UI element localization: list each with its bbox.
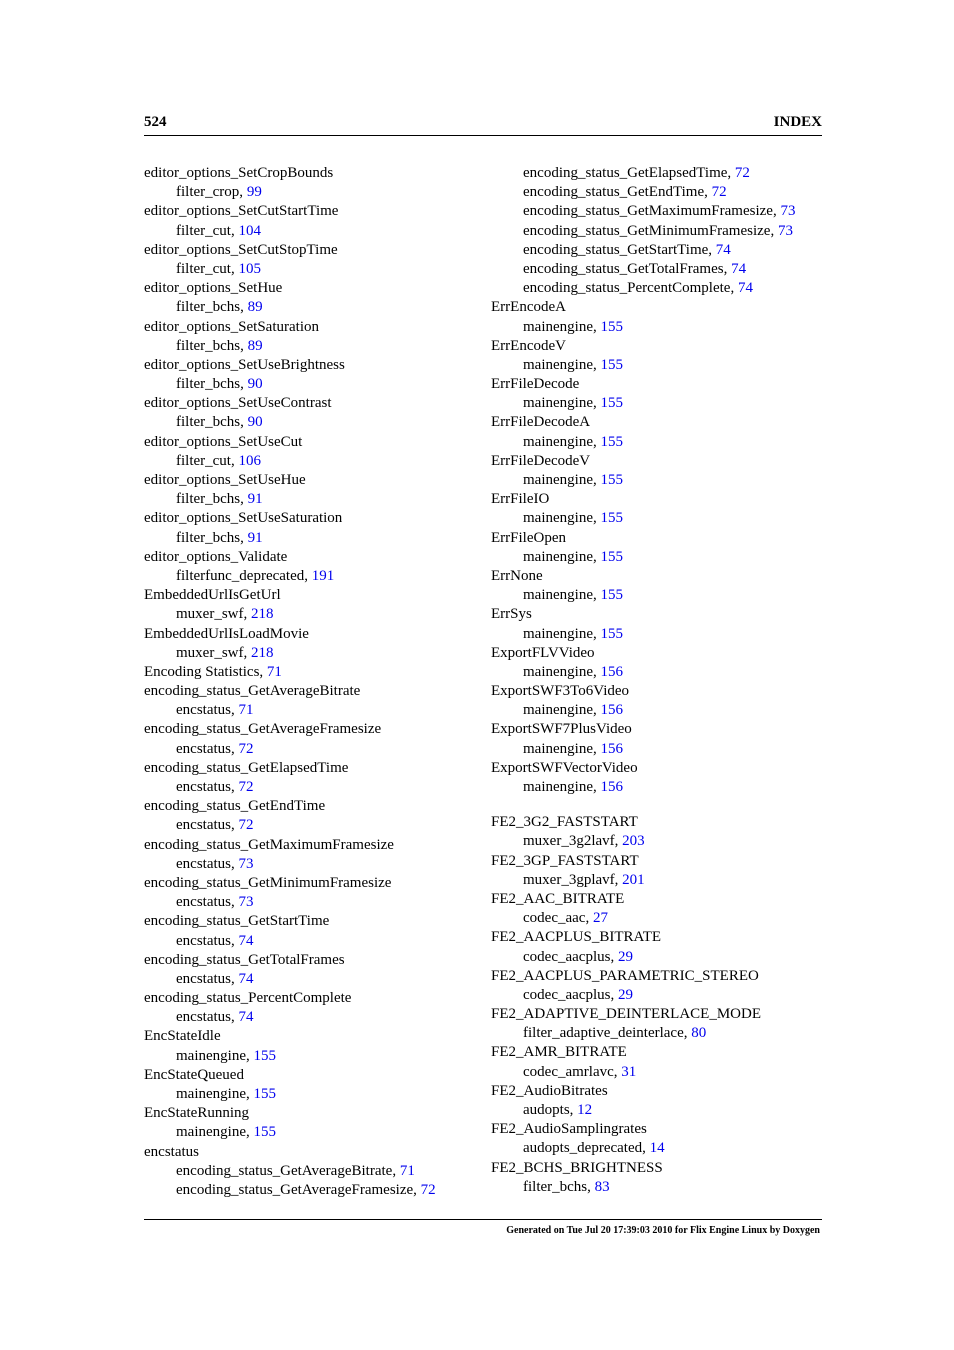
index-term: muxer_swf, (176, 644, 251, 661)
index-term: editor_options_SetCutStartTime (144, 203, 339, 220)
index-entry (144, 1027, 484, 1046)
page-link[interactable]: 74 (238, 932, 254, 949)
page-link[interactable]: 156 (600, 663, 623, 680)
page-link[interactable]: 31 (621, 1063, 637, 1080)
index-subentry (491, 909, 831, 928)
page-link[interactable]: 74 (238, 1009, 254, 1026)
page-header (144, 113, 822, 136)
index-term: FE2_AudioSamplingrates (491, 1121, 647, 1138)
page-link[interactable]: 191 (311, 567, 335, 584)
index-subentry (144, 701, 484, 720)
index-term: ExportSWF3To6Video (491, 683, 630, 700)
index-subentry (144, 298, 484, 317)
page-link[interactable]: 72 (238, 817, 254, 834)
index-entry (144, 471, 484, 490)
index-entry (491, 452, 831, 471)
index-subentry (144, 375, 484, 394)
index-subentry (144, 413, 484, 432)
index-term: mainengine, (176, 1047, 254, 1064)
index-term: mainengine, (523, 433, 601, 450)
index-subentry (491, 832, 831, 851)
page-link[interactable]: 104 (238, 222, 261, 239)
index-term: ErrFileOpen (491, 529, 566, 546)
page-link[interactable]: 27 (592, 910, 608, 927)
page-link[interactable]: 80 (691, 1025, 707, 1042)
index-subentry (491, 948, 831, 967)
page-link[interactable]: 155 (253, 1124, 276, 1141)
index-subentry (144, 452, 484, 471)
page-link[interactable]: 201 (622, 871, 645, 888)
index-entry (491, 1005, 831, 1024)
index-term: editor_options_SetHue (144, 280, 283, 297)
index-subentry (144, 893, 484, 912)
index-term: encoding_status_GetTotalFrames (144, 951, 345, 968)
index-term: EncStateIdle (144, 1028, 221, 1045)
index-subentry (491, 663, 831, 682)
index-term: editor_options_SetCropBounds (144, 165, 334, 181)
page-link[interactable]: 72 (238, 779, 254, 795)
page-link[interactable]: 218 (251, 644, 274, 661)
index-term: filter_bchs, (176, 491, 248, 508)
index-subentry (144, 337, 484, 356)
index-term: encstatus, (176, 779, 239, 795)
page-link[interactable]: 72 (734, 165, 750, 181)
index-entry (144, 836, 484, 855)
page-link[interactable]: 106 (238, 452, 261, 469)
index-entry (144, 759, 484, 778)
index-term: mainengine, (523, 472, 601, 488)
index-subentry (491, 222, 831, 241)
index-term: encoding_status_GetElapsedTime, (523, 165, 735, 181)
index-term: audopts_deprecated, (523, 1140, 650, 1157)
page-link[interactable]: 155 (600, 548, 623, 565)
page-link[interactable]: 90 (247, 414, 263, 431)
index-subentry (491, 986, 831, 1005)
footer-text: Generated on Tue Jul 20 17:39:03 2010 for Flix Engine Linux by Doxygen (506, 1225, 820, 1236)
index-term: encoding_status_GetMinimumFramesize (144, 874, 392, 891)
index-subentry (144, 567, 484, 586)
page-link[interactable]: 155 (253, 1047, 276, 1064)
index-subentry (144, 740, 484, 759)
index-entry (491, 759, 831, 778)
index-term: mainengine, (523, 548, 601, 565)
page-link[interactable]: 72 (238, 740, 254, 757)
index-term: ErrNone (491, 567, 543, 584)
index-term: filter_bchs, (176, 337, 248, 354)
page-link[interactable]: 14 (649, 1140, 665, 1157)
index-term: ErrEncodeA (491, 299, 566, 316)
page-link[interactable]: 89 (247, 299, 263, 316)
index-entry (491, 852, 831, 871)
index-subentry (491, 871, 831, 890)
index-term: ExportFLVVideo (491, 644, 595, 661)
index-subentry (491, 202, 831, 221)
page-link[interactable]: 73 (238, 855, 254, 872)
index-subentry (491, 433, 831, 452)
index-entry (491, 413, 831, 432)
page-link[interactable]: 105 (238, 260, 261, 277)
page-number: 524 (144, 114, 167, 130)
index-subentry (491, 625, 831, 644)
page-link[interactable]: 155 (600, 587, 623, 604)
index-term: encoding_status_GetMinimumFramesize, (523, 222, 778, 239)
index-entry (144, 1066, 484, 1085)
page-link[interactable]: 74 (731, 260, 747, 277)
index-term: mainengine, (523, 587, 601, 604)
index-term: encoding_status_GetTotalFrames, (523, 260, 732, 277)
index-subentry (144, 1162, 484, 1181)
index-term: ErrSys (491, 606, 532, 623)
page-link[interactable]: 156 (600, 740, 623, 757)
index-entry (491, 682, 831, 701)
index-term: filter_bchs, (176, 529, 248, 546)
index-term: mainengine, (523, 510, 601, 527)
page-link[interactable]: 155 (600, 356, 623, 373)
page-link[interactable]: 89 (247, 337, 263, 354)
page-link[interactable]: 91 (247, 491, 263, 508)
section-title: INDEX (773, 114, 822, 130)
index-term: filter_crop, (176, 184, 247, 201)
index-subentry (144, 1008, 484, 1027)
index-subentry (491, 586, 831, 605)
index-term: muxer_3gplavf, (523, 871, 623, 888)
page-link[interactable]: 74 (715, 241, 731, 258)
index-term: editor_options_SetUseBrightness (144, 356, 345, 373)
index-subentry (144, 529, 484, 548)
index-term: filter_bchs, (176, 376, 248, 393)
index-entry (491, 490, 831, 509)
index-entry (491, 1043, 831, 1062)
index-entry (144, 548, 484, 567)
index-term: mainengine, (523, 318, 601, 335)
index-entry (144, 164, 484, 183)
index-term: FE2_AudioBitrates (491, 1082, 608, 1099)
page-link[interactable]: 71 (238, 702, 254, 719)
page-link[interactable]: 155 (600, 433, 623, 450)
index-term: mainengine, (523, 625, 601, 642)
index-column-right (491, 164, 831, 1197)
page-link[interactable]: 155 (600, 472, 623, 488)
index-subentry (491, 1024, 831, 1043)
page-link[interactable]: 74 (737, 280, 753, 297)
index-entry (144, 202, 484, 221)
index-term: encstatus, (176, 894, 239, 911)
index-subentry (491, 740, 831, 759)
page-link[interactable]: 12 (577, 1102, 593, 1118)
index-term: encstatus, (176, 855, 239, 872)
index-term: EncStateQueued (144, 1066, 244, 1083)
index-term: EncStateRunning (144, 1105, 249, 1122)
page-link[interactable]: 29 (617, 948, 633, 965)
page-link[interactable]: 74 (238, 970, 254, 987)
index-term: ErrEncodeV (491, 337, 566, 354)
index-entry (491, 529, 831, 548)
index-term: codec_aacplus, (523, 986, 618, 1003)
index-term: FE2_3GP_FASTSTART (491, 852, 639, 869)
index-subentry (491, 394, 831, 413)
index-term: encoding_status_GetMaximumFramesize (144, 836, 394, 853)
index-term: muxer_swf, (176, 606, 251, 623)
index-term: filter_cut, (176, 452, 239, 469)
index-term: filter_cut, (176, 260, 239, 277)
index-term: encstatus, (176, 740, 239, 757)
index-subentry (491, 356, 831, 375)
index-subentry (144, 1085, 484, 1104)
index-term: editor_options_SetCutStopTime (144, 241, 338, 258)
index-entry (491, 720, 831, 739)
page-link[interactable]: 73 (780, 203, 796, 220)
page-link[interactable]: 99 (246, 184, 262, 201)
page-link[interactable]: 156 (600, 779, 623, 795)
footer-rule (144, 1219, 822, 1220)
index-term: editor_options_SetUseHue (144, 472, 306, 488)
index-subentry (491, 1139, 831, 1158)
index-entry (144, 433, 484, 452)
index-subentry (491, 318, 831, 337)
index-entry (491, 375, 831, 394)
index-entry (144, 912, 484, 931)
index-term: editor_options_SetSaturation (144, 318, 319, 335)
page-link[interactable]: 71 (266, 663, 282, 680)
index-entry (144, 318, 484, 337)
index-term: ErrFileDecodeV (491, 452, 591, 469)
index-entry (491, 928, 831, 947)
index-term: filterfunc_deprecated, (176, 567, 312, 584)
index-term: EmbeddedUrlIsGetUrl (144, 587, 281, 604)
index-subentry (144, 1181, 484, 1200)
index-subentry (144, 260, 484, 279)
index-entry (144, 1143, 484, 1162)
index-term: ExportSWFVectorVideo (491, 759, 638, 776)
index-term: mainengine, (523, 740, 601, 757)
index-entry (491, 813, 831, 832)
index-term: filter_adaptive_deinterlace, (523, 1025, 692, 1042)
index-subentry (144, 1123, 484, 1142)
index-subentry (491, 701, 831, 720)
index-subentry (144, 644, 484, 663)
index-entry (144, 989, 484, 1008)
index-term: encoding_status_GetAverageBitrate (144, 683, 361, 700)
index-term: Encoding Statistics, (144, 663, 267, 680)
page-link[interactable]: 203 (622, 833, 645, 850)
index-term: filter_bchs, (176, 414, 248, 431)
index-subentry (491, 1178, 831, 1197)
index-term: ExportSWF7PlusVideo (491, 721, 632, 738)
index-subentry (144, 778, 484, 797)
index-subentry (144, 1047, 484, 1066)
page-link[interactable]: 91 (247, 529, 263, 546)
page-link[interactable]: 155 (600, 318, 623, 335)
index-entry (144, 509, 484, 528)
index-entry (144, 682, 484, 701)
index-entry (491, 1082, 831, 1101)
page-link[interactable]: 155 (600, 625, 623, 642)
index-term: encoding_status_GetAverageBitrate, (176, 1162, 400, 1179)
index-subentry (491, 548, 831, 567)
index-term: mainengine, (176, 1124, 254, 1141)
index-term: encstatus, (176, 1009, 239, 1026)
index-entry (144, 951, 484, 970)
index-term: editor_options_SetUseCut (144, 433, 303, 450)
index-entry (144, 279, 484, 298)
page-link[interactable]: 73 (238, 894, 254, 911)
index-entry (144, 874, 484, 893)
index-term: mainengine, (523, 663, 601, 680)
index-entry (491, 890, 831, 909)
index-term: mainengine, (523, 779, 601, 795)
index-term: encoding_status_PercentComplete, (523, 280, 738, 297)
index-term: encstatus, (176, 970, 239, 987)
index-term: encstatus (144, 1143, 199, 1160)
page-link[interactable]: 73 (777, 222, 793, 239)
index-term: FE2_AACPLUS_PARAMETRIC_STEREO (491, 967, 759, 984)
page-link[interactable]: 72 (711, 184, 727, 201)
index-term: editor_options_SetUseContrast (144, 395, 332, 412)
index-term: encoding_status_GetStartTime (144, 913, 330, 930)
index-entry (144, 1104, 484, 1123)
index-term: audopts, (523, 1102, 578, 1118)
page-link[interactable]: 72 (420, 1181, 436, 1198)
index-subentry (144, 490, 484, 509)
index-entry (144, 356, 484, 375)
index-entry (491, 1159, 831, 1178)
page-link[interactable]: 218 (251, 606, 274, 623)
index-entry (144, 720, 484, 739)
index-entry (491, 337, 831, 356)
page-link[interactable]: 29 (617, 986, 633, 1003)
index-term: editor_options_Validate (144, 548, 288, 565)
index-entry (144, 797, 484, 816)
index-subentry (491, 241, 831, 260)
index-entry (491, 644, 831, 663)
index-term: editor_options_SetUseSaturation (144, 510, 343, 527)
index-term: FE2_AMR_BITRATE (491, 1044, 627, 1061)
index-term: mainengine, (176, 1086, 254, 1102)
index-term: encstatus, (176, 932, 239, 949)
index-term: codec_aacplus, (523, 948, 618, 965)
index-subentry (144, 183, 484, 202)
index-subentry (491, 164, 831, 183)
index-term: mainengine, (523, 702, 601, 719)
index-subentry (491, 778, 831, 797)
index-term: ErrFileDecodeA (491, 414, 591, 431)
index-column-left (144, 164, 484, 1200)
index-entry (491, 1120, 831, 1139)
page-link[interactable]: 71 (399, 1162, 415, 1179)
index-term: muxer_3g2lavf, (523, 833, 623, 850)
index-term: encoding_status_GetAverageFramesize (144, 721, 382, 738)
index-term: encoding_status_GetStartTime, (523, 241, 716, 258)
index-term: ErrFileIO (491, 491, 550, 508)
page-link[interactable]: 155 (600, 510, 623, 527)
index-subentry (144, 855, 484, 874)
index-subentry (491, 1101, 831, 1120)
index-subentry (144, 222, 484, 241)
index-entry (144, 663, 484, 682)
index-term: FE2_BCHS_BRIGHTNESS (491, 1159, 663, 1176)
index-entry (144, 394, 484, 413)
index-gap (491, 797, 831, 813)
index-entry (144, 625, 484, 644)
page-link[interactable]: 156 (600, 702, 623, 719)
index-subentry (491, 471, 831, 490)
index-entry (144, 586, 484, 605)
page-link[interactable]: 90 (247, 376, 263, 393)
index-term: EmbeddedUrlIsLoadMovie (144, 625, 309, 642)
index-subentry (144, 816, 484, 835)
index-subentry (491, 183, 831, 202)
page-link[interactable]: 155 (600, 395, 623, 412)
index-term: codec_amrlavc, (523, 1063, 622, 1080)
index-entry (491, 298, 831, 317)
index-term: encoding_status_GetAverageFramesize, (176, 1181, 421, 1198)
page-link[interactable]: 155 (253, 1086, 276, 1102)
index-subentry (491, 509, 831, 528)
index-term: FE2_AACPLUS_BITRATE (491, 929, 662, 946)
index-term: FE2_AAC_BITRATE (491, 890, 625, 907)
index-term: filter_cut, (176, 222, 239, 239)
index-term: FE2_ADAPTIVE_DEINTERLACE_MODE (491, 1006, 761, 1023)
index-term: encstatus, (176, 817, 239, 834)
index-subentry (144, 605, 484, 624)
index-term: filter_bchs, (176, 299, 248, 316)
index-entry (491, 967, 831, 986)
index-term: filter_bchs, (523, 1178, 595, 1195)
index-subentry (144, 970, 484, 989)
index-entry (491, 567, 831, 586)
page-link[interactable]: 83 (594, 1178, 610, 1195)
index-entry (144, 241, 484, 260)
index-term: encoding_status_GetEndTime, (523, 184, 712, 201)
index-entry (491, 605, 831, 624)
index-subentry (491, 1063, 831, 1082)
index-term: ErrFileDecode (491, 376, 580, 393)
index-term: encstatus, (176, 702, 239, 719)
index-term: encoding_status_GetEndTime (144, 798, 326, 815)
index-term: encoding_status_PercentComplete (144, 990, 352, 1007)
index-subentry (491, 260, 831, 279)
index-term: mainengine, (523, 395, 601, 412)
index-term: FE2_3G2_FASTSTART (491, 814, 638, 831)
index-term: encoding_status_GetElapsedTime (144, 759, 349, 776)
index-subentry (144, 932, 484, 951)
index-term: mainengine, (523, 356, 601, 373)
index-term: codec_aac, (523, 910, 593, 927)
index-subentry (491, 279, 831, 298)
index-term: encoding_status_GetMaximumFramesize, (523, 203, 781, 220)
